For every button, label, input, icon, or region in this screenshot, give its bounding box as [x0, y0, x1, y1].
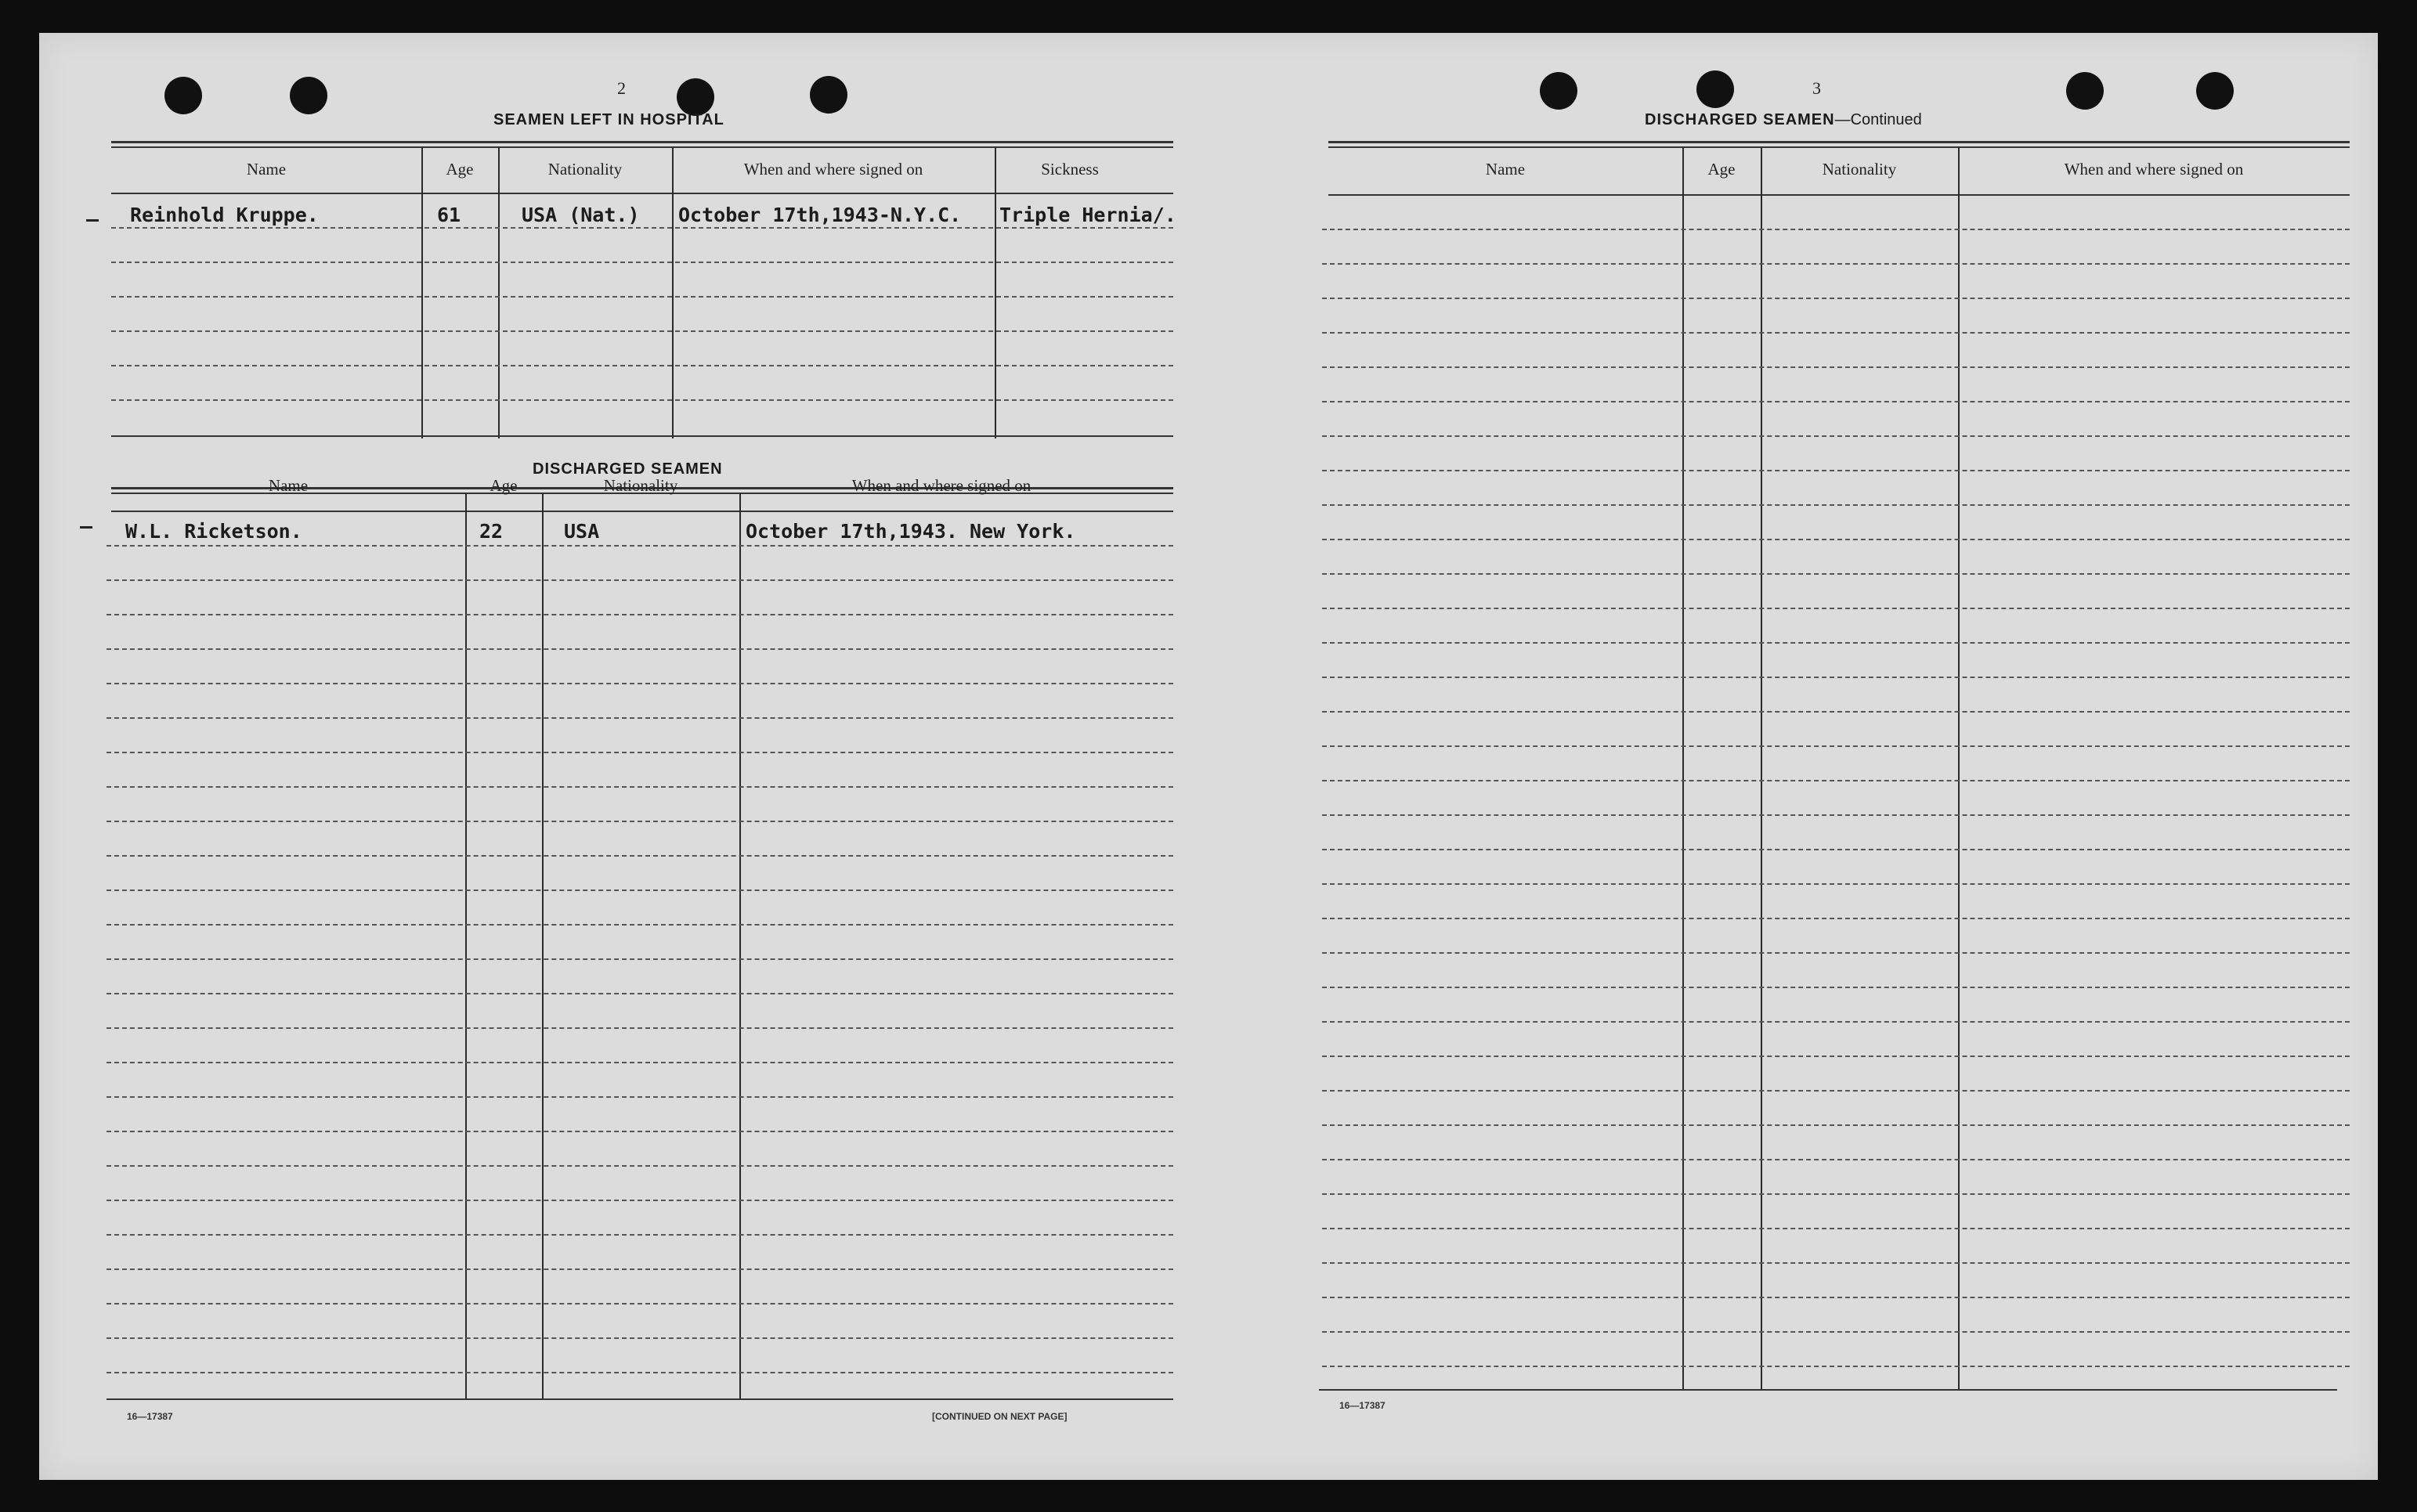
hospital-name: Reinhold Kruppe. — [130, 204, 319, 226]
entry-tick-mark — [86, 219, 99, 222]
column-divider — [672, 147, 674, 438]
col-header-age: Age — [446, 160, 474, 179]
col-header-nationality: Nationality — [603, 476, 678, 495]
column-divider — [498, 147, 500, 438]
section-title-suffix: —Continued — [1834, 111, 1922, 128]
col-header-age: Age — [1707, 160, 1736, 179]
right-page — [1214, 33, 2378, 1480]
discharged-signed-on: October 17th,1943. New York. — [746, 520, 1076, 543]
table-top-rule — [1328, 141, 2350, 143]
col-header-signed-on: When and where signed on — [743, 160, 923, 179]
hospital-section-title: SEAMEN LEFT IN HOSPITAL — [493, 111, 724, 128]
column-divider — [421, 147, 423, 438]
table-bottom-rule — [1319, 1389, 2337, 1391]
header-rule — [111, 511, 1173, 512]
col-header-nationality: Nationality — [547, 160, 623, 179]
col-header-age: Age — [490, 476, 518, 495]
page-number: 3 — [1812, 78, 1821, 98]
hospital-age: 61 — [437, 204, 461, 226]
table-top-rule — [111, 141, 1173, 143]
col-header-name: Name — [246, 160, 287, 179]
header-rule — [111, 193, 1173, 194]
form-number: 16—17387 — [1339, 1400, 1386, 1411]
form-number: 16—17387 — [127, 1411, 173, 1422]
table-bottom-rule — [107, 1398, 1173, 1400]
hospital-sickness: Triple Hernia/. — [999, 204, 1176, 226]
hospital-nationality: USA (Nat.) — [522, 204, 640, 226]
section-title-text: DISCHARGED SEAMEN — [1645, 111, 1835, 128]
document-sheet — [39, 33, 2378, 1480]
discharged-name: W.L. Ricketson. — [125, 520, 302, 543]
discharged-section-title: DISCHARGED SEAMEN — [533, 460, 723, 478]
discharged-nationality: USA — [564, 520, 600, 543]
discharged-age: 22 — [479, 520, 504, 543]
table-bottom-rule — [111, 435, 1173, 437]
page-number: 2 — [617, 78, 626, 98]
col-header-nationality: Nationality — [1822, 160, 1897, 179]
column-divider — [542, 493, 544, 1400]
column-divider — [739, 493, 741, 1400]
col-header-signed-on: When and where signed on — [2064, 160, 2244, 179]
header-rule — [1328, 194, 2350, 196]
left-page — [39, 33, 1214, 1480]
col-header-name: Name — [268, 476, 309, 495]
continued-note: [CONTINUED ON NEXT PAGE] — [932, 1411, 1068, 1422]
col-header-name: Name — [1485, 160, 1526, 179]
column-divider — [465, 493, 467, 1400]
col-header-sickness: Sickness — [1041, 160, 1099, 179]
col-header-signed-on: When and where signed on — [851, 476, 1031, 495]
discharged-continued-title — [1645, 111, 1922, 129]
hospital-signed-on: October 17th,1943-N.Y.C. — [678, 204, 962, 226]
entry-tick-mark — [80, 526, 92, 529]
column-divider — [995, 147, 996, 438]
